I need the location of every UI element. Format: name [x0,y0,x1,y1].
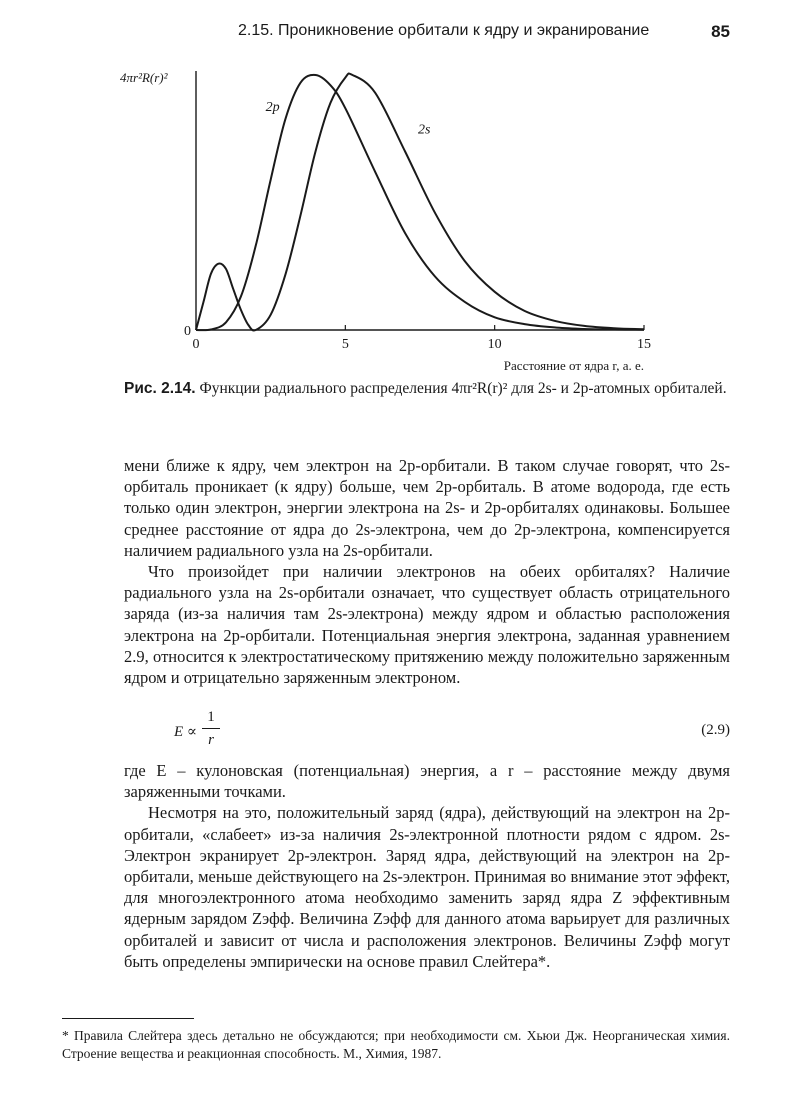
page-number: 85 [711,22,730,41]
figure-radial-distribution [120,60,680,380]
equation-denominator: r [208,732,214,748]
y-axis-label: 4πr²R(r)² [120,70,168,85]
radial-distribution-chart [120,60,680,380]
body-text-block-2 [124,760,730,972]
x-axis-label: Расстояние от ядра r, а. е. [503,358,644,373]
body-text-block-1 [124,455,730,688]
y-tick-label: 0 [184,324,191,339]
figure-caption [124,378,730,399]
series-label-2s: 2s [418,122,431,138]
paragraph: где E – кулоновская (потенциальная) энергия, а r – расстояние между двумя заряженными точками. [124,761,730,802]
page-header [238,20,730,44]
footnote: * Правила Слейтера здесь детально не обсуждаются; при необходимости см. Хьюи Дж. Неорганическая химия. Строение вещества и реакционная способность. М., Химия, 1987. [62,1028,730,1061]
equation-number: (2.9) [701,722,730,738]
x-tick-label: 15 [637,337,651,352]
x-tick-label: 0 [192,337,200,352]
figure-caption-text: Функции радиального распределения 4πr²R(r)² для 2s- и 2p-атомных орбиталей. [199,380,727,397]
paragraph: Несмотря на это, положительный заряд (ядра), действующий на электрон на 2p-орбитали, «слабеет» из-за наличия 2s-электронной плотности рядом с ядром. 2s-Электрон экранирует 2p-электрон. Заряд ядра, действующий на электрон на 2p-орбитали, меньше действующего на 2s-электрон. Принимая во внимание этот эффект, для многоэлектронного атома необходимо заменить заряд ядра Z эффективным ядерным зарядом Zэфф. Величина Zэфф для данного атома варьирует для различных орбиталей и зависит от числа и расположения электронов. Величины Zэфф могут быть определены эмпирически на основе правил Слейтера*. [124,803,730,971]
equation-numerator: 1 [207,709,215,725]
figure-caption-label: Рис. 2.14. [124,380,196,397]
series-line-2s [196,73,644,330]
footnote-divider [62,1018,194,1019]
equation-2-9 [124,705,730,755]
x-tick-label: 5 [341,337,349,352]
x-tick-label: 10 [487,337,502,352]
running-title: 2.15. Проникновение орбитали к ядру и экранирование [238,22,650,39]
series-line-2p [196,75,644,330]
series-label-2p: 2p [265,99,280,115]
paragraph: мени ближе к ядру, чем электрон на 2p-орбитали. В таком случае говорят, что 2s-орбиталь проникает (к ядру) больше, чем 2p-орбиталь. В атоме водорода, где есть только один электрон, энергии электрона на 2s- и 2p-орбиталях одинаковы. Большее среднее расстояние от ядра до 2s-электрона, чем до 2p-электрона, компенсируется наличием радиального узла на 2s-орбитали. [124,456,730,560]
paragraph: Что произойдет при наличии электронов на обеих орбиталях? Наличие радиального узла на 2s-орбитали означает, что существует область отрицательного заряда (из-за наличия там 2s-электрона) между ядром и областью расположения электрона на 2p-орбитали. Потенциальная энергия электрона, заданная уравнением 2.9, относится к электростатическому притяжению между положительно заряженным ядром и отрицательно заряженным электроном. [124,562,730,688]
equation-fraction [202,708,220,749]
fraction-bar [202,728,220,729]
equation-lhs: E ∝ [174,724,198,740]
